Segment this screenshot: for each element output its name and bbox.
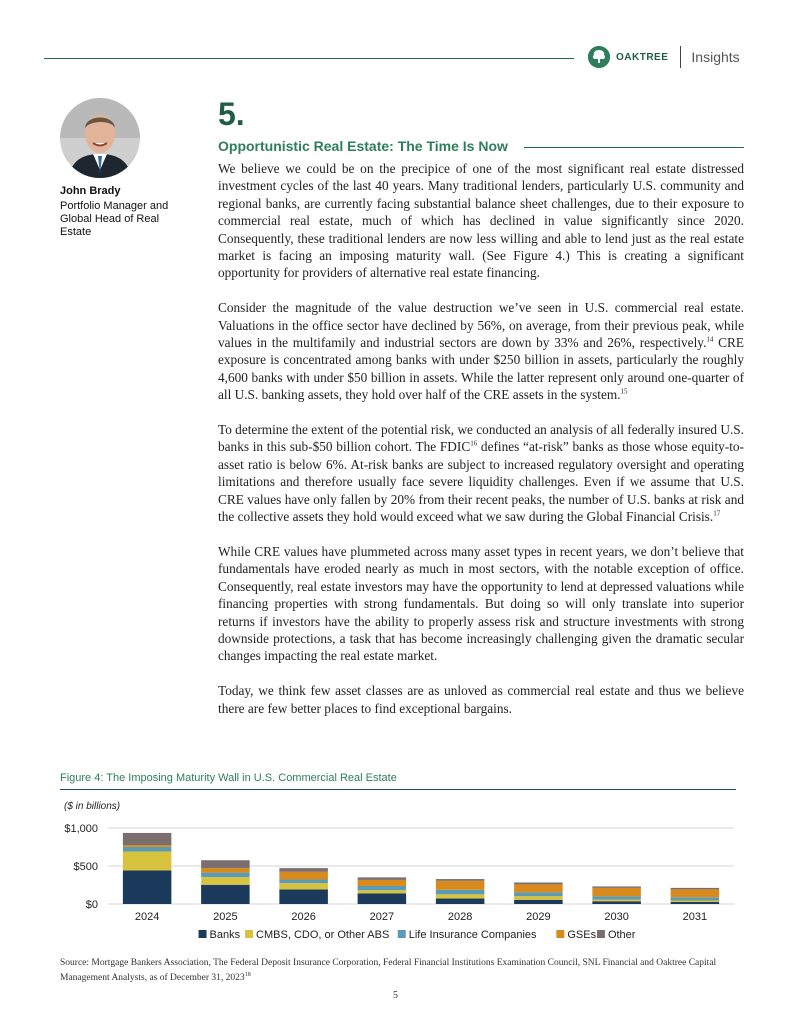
paragraph-5: Today, we think few asset classes are as unloved as commercial real estate and thus we believe there are few better places to find exceptional bargains. [218,683,744,716]
bar-segment [201,860,250,868]
bar-segment [592,900,641,902]
footnote-ref[interactable]: 14 [706,335,714,344]
bar-segment [123,870,172,904]
bar-segment [671,901,720,903]
bar-segment [436,894,485,898]
paragraph-1: We believe we could be on the precipice of one of the most significant real estate distressed investment cycles of the last 40 years. Many traditional lenders, particularly U.S. community and regional banks, are currently facing substantial balance sheet challenges, due to their exposure to commercial real estate, much of which has declined in value significantly since 2020. Consequently, these traditional lenders are now less willing and able to lend just as the real estate market is facing an imposing maturity wall. (See Figure 4.) This is creating a significant opportunity for providers of alternative real estate financing. [218,161,744,281]
figure-title-rule [60,789,736,790]
bar-segment [279,872,328,880]
page-number: 5 [393,990,398,1001]
legend-swatch [199,930,207,938]
section-title-rule [524,147,744,148]
legend-label: GSEs [567,929,597,941]
paragraph-3: To determine the extent of the potential risk, we conducted an analysis of all federally insured U.S. banks in this sub-$50 billion cohort. The FDIC$^{16}$ defines “at-risk” banks as those whose equity-to-asset ratio is below 6%. At-risk banks are subject to increased regulatory oversight and operating limitations and therefore usually face severe liquidity challenges. Even if we assume that U.S. CRE values have only fallen by 20% from their recent peaks, the number of U.S. banks at risk and the collective assets they hold would exceed what we saw during the Global Financial Crisis.$^{17}$ [218,422,744,525]
x-tick-label: 2030 [604,911,629,923]
x-tick-label: 2029 [526,911,551,923]
maturity-wall-chart [56,796,736,952]
bar-segment [671,902,720,904]
x-tick-label: 2027 [369,911,395,923]
footnote-ref[interactable]: 18 [244,972,251,978]
bar-segment [123,847,172,852]
legend-swatch [556,930,564,938]
bar-segment [514,892,563,896]
author-title: Portfolio Manager and Global Head of Real Estate [60,200,169,238]
bar-segment [358,890,407,893]
bar-segment [592,888,641,897]
bar-segment [123,833,172,845]
bar-segment [592,886,641,887]
y-tick-label: $1,000 [64,823,98,835]
x-tick-label: 2026 [291,911,316,923]
article-body [218,160,744,734]
legend-label: Life Insurance Companies [408,929,537,941]
bar-segment [592,896,641,899]
bar-segment [671,888,720,890]
footnote-ref[interactable]: 16 [470,440,478,449]
paragraph-4: While CRE values have plummeted across many asset types in recent years, we don’t believe that fundamentals have eroded nearly as much in most sectors, with the notable exception of office. Consequently, real estate investors may have the opportunity to lend at depressed valuations while financing properties with strong fundamentals. But doing so will only translate into superior returns if investors have the ability to properly assess risk and structure investments with strong downside protections, a task that has become increasingly challenging given the dramatic secular changes impacting the real estate market. [218,543,744,664]
bar-segment [123,845,172,847]
bar-segment [436,890,485,895]
bar-segment [279,883,328,889]
bar-segment [279,880,328,884]
bar-segment [671,897,720,900]
legend-label: Other [607,929,636,941]
header-rule [44,58,574,59]
bar-segment [671,889,720,897]
bar-segment [123,851,172,870]
figure-title: Figure 4: The Imposing Maturity Wall in U.S. Commercial Real Estate [60,772,397,784]
section-number: 5. [218,96,245,132]
bar-segment [514,882,563,884]
bar-segment [358,893,407,904]
author-photo [60,98,140,178]
x-tick-label: 2024 [134,911,160,923]
bar-segment [279,889,328,904]
footnote-ref[interactable]: 15 [620,387,628,396]
brand-name: OAKTREE [616,51,669,63]
legend-swatch [398,930,406,938]
brand-logo[interactable] [588,46,740,68]
section-title: Opportunistic Real Estate: The Time Is Now [218,138,508,154]
insights-label: Insights [691,49,740,65]
y-tick-label: $500 [73,861,98,873]
chart-unit-note: ($ in billions) [64,801,121,812]
author-name: John Brady [60,185,121,197]
bar-segment [514,896,563,900]
oak-tree-icon [588,46,610,68]
bar-segment [436,879,485,881]
bar-segment [514,884,563,892]
bar-segment [201,873,250,878]
bar-segment [358,886,407,890]
x-tick-label: 2025 [213,911,238,923]
bar-segment [436,899,485,904]
legend-swatch [245,930,253,938]
bar-segment [201,877,250,885]
bar-segment [279,868,328,872]
bar-segment [201,868,250,873]
x-tick-label: 2028 [447,911,473,923]
legend-label: Banks [209,929,241,941]
bar-segment [358,880,407,886]
y-tick-label: $0 [85,899,98,911]
legend-label: CMBS, CDO, or Other ABS [256,929,390,941]
bar-segment [592,901,641,904]
logo-divider [680,46,681,68]
source-note: Source: Mortgage Bankers Association, The Federal Deposit Insurance Corporation, Federal Financial Institutions Examination Council, SNL Financial and Oaktree Capital Management Analysts, as of December 31, 2023$^{18}$ [60,958,717,984]
bar-segment [514,900,563,904]
footnote-ref[interactable]: 17 [713,509,721,518]
legend-swatch [597,930,605,938]
x-tick-label: 2031 [682,911,708,923]
paragraph-2: Consider the magnitude of the value destruction we’ve seen in U.S. commercial real estate. Valuations in the office sector have declined by 56%, on average, from their previous peak, while values in the multifamily and industrial sectors are down by 33% and 26%, respectively.$^{14}$ CRE exposure is concentrated among banks with under $250 billion in assets, particularly the roughly 4,600 banks with under $50 billion in assets. While the latter represent only around one-quarter of all U.S. banking assets, they hold over half of the CRE assets in the system.$^{15}$ [218,300,744,403]
bar-segment [436,881,485,890]
bar-segment [201,885,250,904]
bar-segment [358,877,407,880]
